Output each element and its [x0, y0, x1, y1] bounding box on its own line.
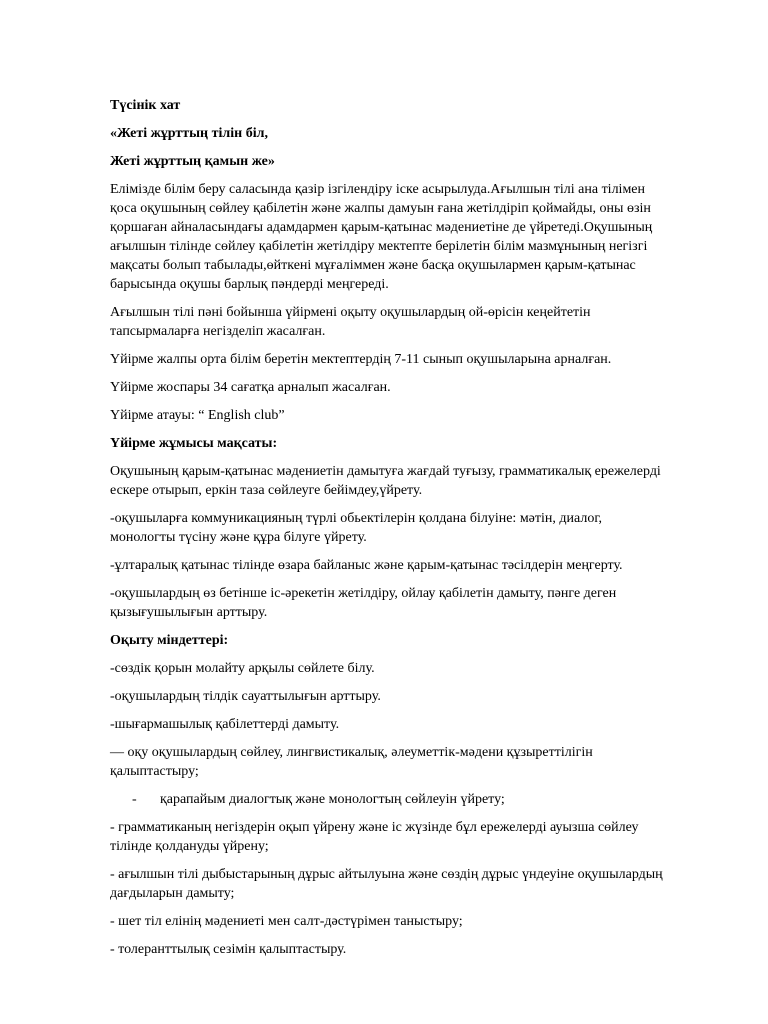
task-item: -оқушылардың тілдік сауаттылығын арттыру. — [110, 689, 381, 704]
task-item: - грамматиканың негіздерін оқып үйрену және іс жүзінде бұл ережелерді ауызша сөйлеу тілінде қолдануды үйрену; — [110, 820, 639, 854]
motto-line-1: «Жеті жұрттың тілін біл, — [110, 126, 268, 141]
task-item: — оқу оқушылардың сөйлеу, лингвистикалық, әлеуметтік-мәдени құзыреттілігін қалыптастыру; — [110, 745, 593, 779]
tasks-heading: Оқыту міндеттері: — [110, 633, 229, 648]
task-item: - ағылшын тілі дыбыстарының дұрыс айтылуына және сөздің дұрыс үндеуіне оқушылардың дағдыларын дамыту; — [110, 867, 663, 901]
goals-heading: Үйірме жұмысы мақсаты: — [110, 436, 278, 451]
goal-item: Оқушының қарым-қатынас мәдениетін дамытуға жағдай туғызу, грамматикалық ережелерді ескере отырып, еркін таза сөйлеуге бейімдеу,үйрету. — [110, 464, 661, 498]
task-item: - толеранттылық сезімін қалыптастыру. — [110, 942, 347, 957]
paragraph-5: Үйірме атауы: “ English club” — [110, 408, 285, 423]
paragraph-4: Үйірме жоспары 34 сағатқа арналып жасалған. — [110, 380, 391, 395]
bullet-list-item — [110, 790, 668, 809]
goal-item: -оқушыларға коммуникацияның түрлі обьектілерін қолдана білуіне: мәтін, диалог, монологты түсіну және құра білуге үйрету. — [110, 511, 602, 545]
motto-line-2: Жеті жұрттың қамын же» — [110, 154, 275, 169]
goal-item: -оқушылардың өз бетінше іс-әрекетін жетілдіру, ойлау қабілетін дамыту, пәнге деген қызығушылығын арттыру. — [110, 586, 617, 620]
task-item: -сөздік қорын молайту арқылы сөйлете білу. — [110, 661, 375, 676]
intro-paragraph: Елімізде білім беру саласында қазір ізгілендіру іске асырылуда.Ағылшын тілі ана тілімен қоса оқушының сөйлеу қабілетін және жалпы дамуын ғана жетілдіріп қоймайды, оны өзін қоршаған айналасындағы адамдармен қарым-қатынас мәдениетіне де үйретеді.Оқушының ағылшын тілінде сөйлеу қабілетін жетілдіру мектепте берілетін білім мазмұнының негізгі мақсаты болып табылады,өйткені мұғаліммен және басқа оқушылармен қарым-қатынас барысында оқушы барлық пәндерді меңгереді. — [110, 182, 653, 292]
task-item: - шет тіл елінің мәдениеті мен салт-дәстүрімен таныстыру; — [110, 914, 463, 929]
doc-heading: Түсінік хат — [110, 98, 181, 113]
paragraph-2: Ағылшын тілі пәні бойынша үйірмені оқыту оқушылардың ой-өрісін кеңейтетін тапсырмаларға негізделіп жасалған. — [110, 305, 591, 339]
bullet-dash-icon: - — [132, 792, 137, 807]
goal-item: -ұлтаралық қатынас тілінде өзара байланыс және қарым-қатынас тәсілдерін меңгерту. — [110, 558, 623, 573]
bullet-text: қарапайым диалогтық және монологтың сөйлеуін үйрету; — [160, 792, 505, 807]
paragraph-3: Үйірме жалпы орта білім беретін мектептердің 7-11 сынып оқушыларына арналған. — [110, 352, 612, 367]
task-item: -шығармашылық қабілеттерді дамыту. — [110, 717, 340, 732]
